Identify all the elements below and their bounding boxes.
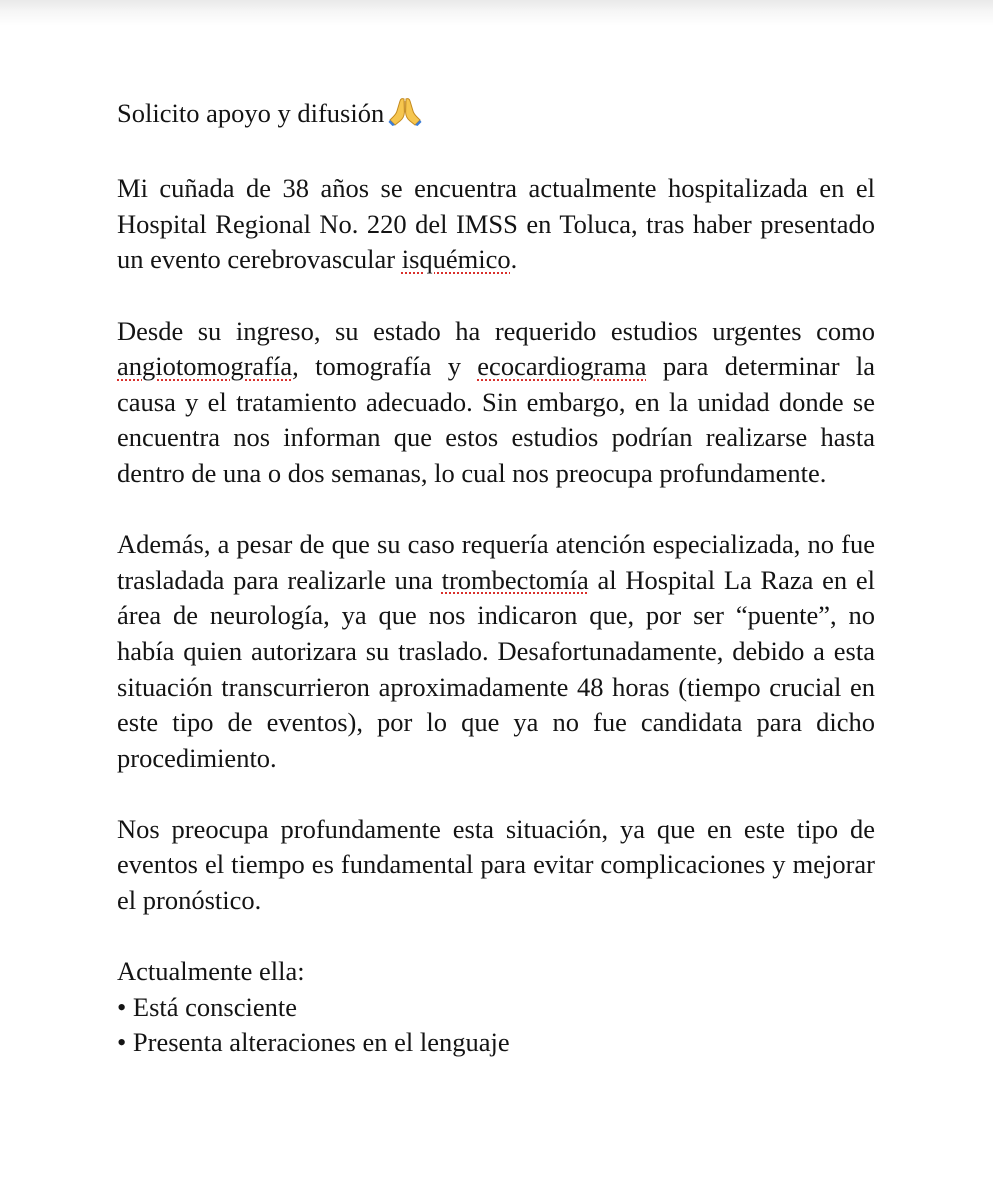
p2-text-c: para determinar la causa y el tratamiento adecuado. Sin embargo, en la unidad donde se encuentra nos informan que estos estudios podrían realizarse hasta dentro de una o dos semanas, lo cual nos preocupa profundamente. [117,351,876,488]
status-item-conscious: • Está consciente [117,991,297,1022]
title-text: Solicito apoyo y difusión [117,98,385,128]
document-title [117,96,875,136]
status-item-language: • Presenta alteraciones en el lenguaje [117,1027,510,1058]
p2-text-b: , tomografía y [292,351,478,382]
praying-hands-icon [388,96,422,136]
p2-text-a: Desde su ingreso, su estado ha requerido estudios urgentes como [117,315,875,346]
paragraph-transfer [117,527,875,776]
spellcheck-word-angiotomografia[interactable]: angiotomografía [117,351,293,382]
spellcheck-word-trombectomia[interactable]: trombectomía [441,564,589,595]
paragraph-concern [117,812,875,919]
p1-text-after: . [510,244,518,275]
document-body [117,96,875,1061]
spellcheck-word-ecocardiograma[interactable]: ecocardiograma [477,351,647,382]
paragraph-urgent-studies [117,314,875,492]
top-edge-shadow [0,0,993,26]
spellcheck-word-isquemico[interactable]: isquémico [401,244,511,275]
p4-text: Nos preocupa profundamente esta situación, ya que en este tipo de eventos el tiempo es fundamental para evitar complicaciones y mejorar el pronóstico. [117,813,875,916]
current-status-section [117,954,875,1061]
p1-text-before: Mi cuñada de 38 años se encuentra actualmente hospitalizada en el Hospital Regional No. 220 del IMSS en Toluca, tras haber presentado un evento cerebrovascular [117,173,875,275]
p3-text-a: Además, a pesar de que su caso requería atención especializada, no fue trasladada para realizarle una [117,529,875,595]
paragraph-hospitalization [117,171,875,278]
current-status-heading: Actualmente ella: [117,956,305,987]
current-status-list [117,990,875,1061]
p3-text-b: al Hospital La Raza en el área de neurología, ya que nos indicaron que, por ser “puente”, no había quien autorizara su traslado. Desafortunadamente, debido a esta situación transcurrieron aproximadamente 48 horas (tiempo crucial en este tipo de eventos), por lo que ya no fue candidata para dicho procedimiento. [117,564,875,773]
